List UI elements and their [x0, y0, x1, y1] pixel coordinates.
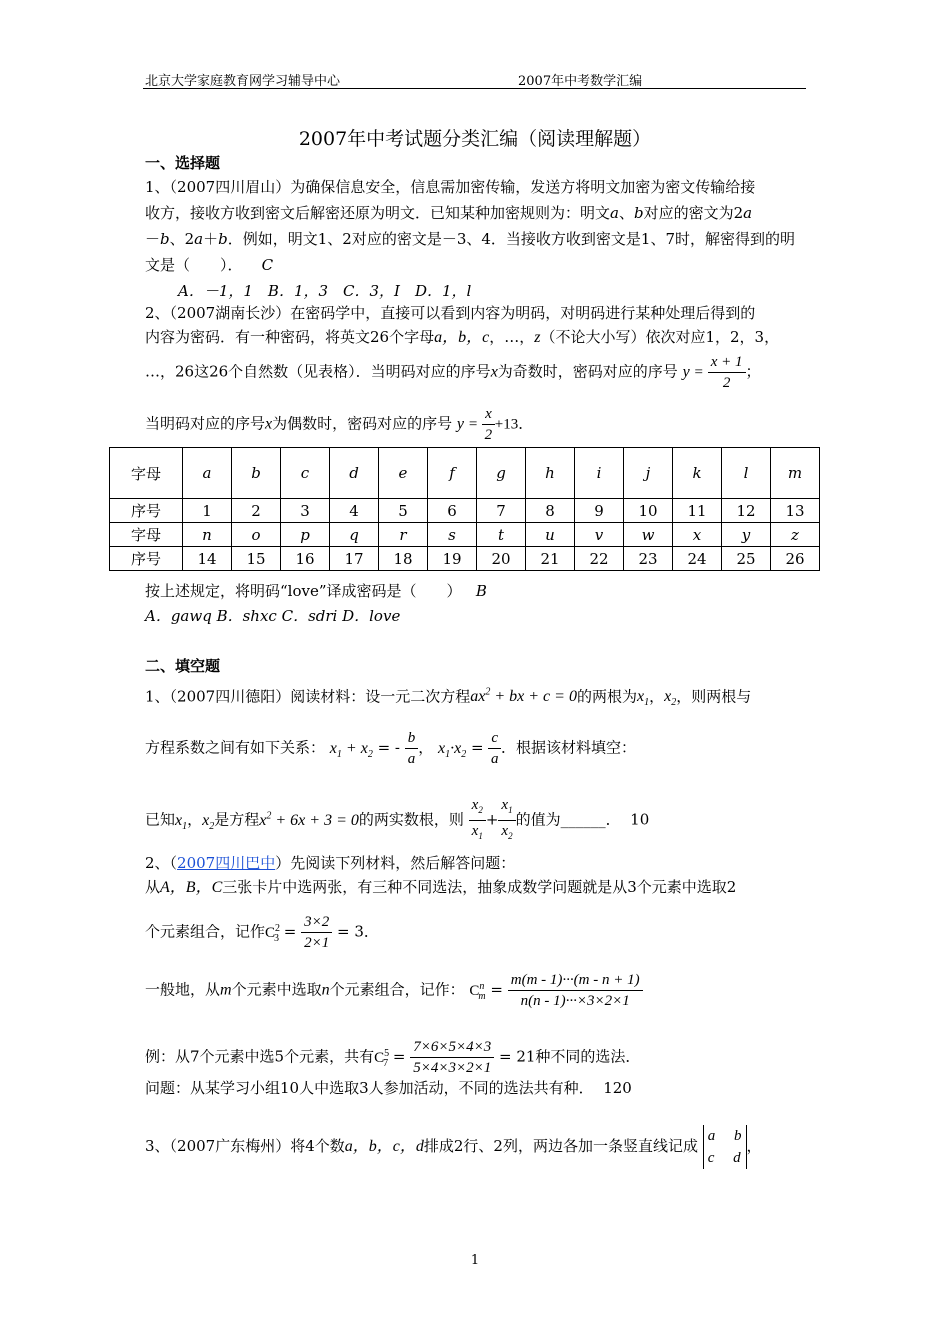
- f2-line5: 例：从7个元素中选5个元素，共有$C^5_7$ = $\frac{7\times 6\times 5\times 4\times 3}{5\times 4\times 3\times 2\times 1}$ = 21种不同的选法．: [145, 1039, 641, 1076]
- source-link[interactable]: 2007四川巴中: [177, 854, 276, 872]
- q1-line2: 收方，接收方收到密文后解密还原为明文．已知某种加密规则为：明文a、b对应的密文为2a: [145, 204, 753, 222]
- header-left: 北京大学家庭教育网学习辅导中心: [145, 74, 341, 89]
- table-row-numbers-2: 序号 14 15 16 17 18 19 20 21 22 23 24 25 26: [110, 547, 820, 571]
- f2-line2: 从A，B，C三张卡片中选两张，有三种不同选法，抽象成数学问题就是从3个元素中选取2: [145, 878, 737, 896]
- q2-after: 按上述规定，将明码“love”译成密码是（ ） B: [145, 582, 487, 600]
- page-number: 1: [470, 1253, 480, 1268]
- odd-rule-fraction: $\frac{x + 1}{2}$: [708, 352, 746, 393]
- f3-line1: 3、（2007广东梅州）将4个数a，b，c，d排成2行、2列，两边各加一条竖直线记成 a b c d，: [145, 1125, 762, 1169]
- even-rule-fraction: $\frac{x}{2}$: [482, 404, 495, 445]
- cipher-table: [109, 447, 820, 571]
- f1-line2: 方程系数之间有如下关系： $x_1 + x_2$ = - $\frac{b}{a}$ ， $x_1\cdot x_2$ = $\frac{c}{a}$ ．根据该材料填空：: [145, 730, 637, 767]
- table-row-numbers-1: 序号 1 2 3 4 5 6 7 8 9 10 11 12 13: [110, 499, 820, 523]
- section-heading-fill: 二、填空题: [145, 657, 221, 675]
- q1-options: A．－1，1 B．1，3 C．3，I D．1，l: [178, 282, 472, 300]
- f1-line1: 1、（2007四川德阳）阅读材料：设一元二次方程$ax^2$ + bx + c = 0的两根为$x_1$，$x_2$，则两根与: [145, 687, 752, 709]
- f1-answer: 10: [630, 810, 650, 829]
- q1-line3: －b、2a＋b．例如，明文1、2对应的密文是－3、4．当接收方收到密文是1、7时，解密得到的明: [145, 230, 796, 248]
- q1-line1: 1、（2007四川眉山）为确保信息安全，信息需加密传输，发送方将明文加密为密文传输给接: [145, 178, 756, 196]
- q2-options: A．gawq B．shxc C．sdri D．love: [145, 607, 401, 625]
- f2-answer: 120: [603, 1079, 632, 1097]
- q1-answer: C: [261, 256, 274, 274]
- determinant-notation: a b c d: [703, 1125, 747, 1169]
- q2-line1: 2、（2007湖南长沙）在密码学中，直接可以看到内容为明码，对明码进行某种处理后得到的: [145, 304, 756, 322]
- q1-line4: 文是（ ）． C: [145, 256, 274, 274]
- table-row-letters-1: 字母 a b c d e f g h i j k l m: [110, 448, 820, 499]
- header-rule: [143, 88, 806, 89]
- table-row-letters-2: 字母 n o p q r s t u v w x y z: [110, 523, 820, 547]
- f2-line6: 问题：从某学习小组10人中选取3人参加活动，不同的选法共有种． 120: [145, 1079, 632, 1097]
- q2-line4: 当明码对应的序号x为偶数时，密码对应的序号 y = $\frac{x}{2}$ +13．: [145, 406, 534, 443]
- q2-line2: 内容为密码．有一种密码，将英文26个字母a，b，c，…，z（不论大小写）依次对应1，2，3，: [145, 328, 780, 346]
- q2-answer: B: [475, 582, 487, 600]
- q2-line3: …，26这26个自然数（见表格）．当明码对应的序号x为奇数时，密码对应的序号 y = $\frac{x + 1}{2}$ ；: [145, 354, 761, 391]
- f2-line3: 个元素组合，记作$C^2_3$ = $\frac{3\times 2}{2\times 1}$ = 3．: [145, 914, 379, 951]
- f1-line3: 已知$x_1$，$x_2$是方程$x^2 + 6x + 3 = 0$的两实数根，则 $\frac{x_2}{x_1}$ + $\frac{x_1}{x_2}$ 的值为______． 10: [145, 797, 650, 841]
- section-heading-choice: 一、选择题: [145, 154, 221, 172]
- f2-line1: 2、（2007四川巴中）先阅读下列材料，然后解答问题：: [145, 854, 516, 872]
- header-right: 2007年中考数学汇编: [518, 74, 643, 89]
- f2-line4: 一般地，从m个元素中选取n个元素组合，记作： $C^n_m$ = $\frac{m(m - 1)\cdot\cdot\cdot(m - n + 1)}{n(n - 1)\cdot\cdot\cdot\times 3\times 2\times 1}$: [145, 970, 643, 1011]
- page-title: 2007年中考试题分类汇编（阅读理解题）: [298, 128, 652, 150]
